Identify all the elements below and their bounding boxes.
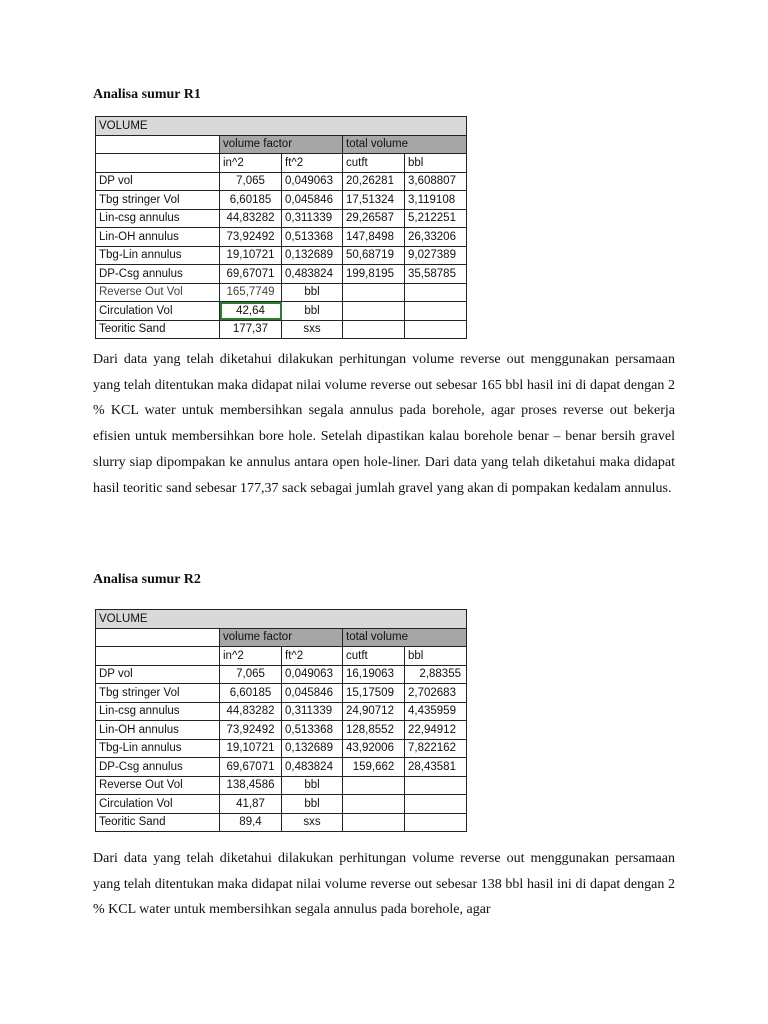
cell-cutft: 17,51324 [343,191,405,210]
blank-cell [405,283,467,302]
blank-cell [405,320,467,339]
row-label: Lin-csg annulus [96,702,220,721]
table-row [96,721,467,740]
group-header-row [96,135,467,154]
cell-in2: 7,065 [220,665,282,684]
section-heading-r2: Analisa sumur R2 [93,572,201,587]
cell-in2: 6,60185 [220,191,282,210]
cell-in2: 19,10721 [220,246,282,265]
cell-bbl: 2,702683 [405,684,467,703]
table-row [96,665,467,684]
cell-ft2: 0,049063 [282,665,343,684]
section-heading-r1: Analisa sumur R1 [93,87,201,102]
cell-cutft: 128,8552 [343,721,405,740]
table-title-row [96,610,467,629]
cell-cutft: 199,8195 [343,265,405,284]
table-title: VOLUME [96,117,467,136]
table-row [96,209,467,228]
summary-label: Teoritic Sand [96,320,220,339]
cell-ft2: 0,132689 [282,246,343,265]
cell-cutft: 50,68719 [343,246,405,265]
summary-row [96,813,467,832]
table-title: VOLUME [96,610,467,629]
row-label: Tbg stringer Vol [96,684,220,703]
cell-bbl: 7,822162 [405,739,467,758]
summary-unit: sxs [282,320,343,339]
summary-label: Teoritic Sand [96,813,220,832]
cell-ft2: 0,045846 [282,191,343,210]
blank-cell [343,813,405,832]
summary-row [96,283,467,302]
cell-bbl: 3,608807 [405,172,467,191]
unit-cell: ft^2 [282,154,343,173]
cell-cutft: 29,26587 [343,209,405,228]
cell-in2: 69,67071 [220,265,282,284]
unit-row [96,154,467,173]
cell-ft2: 0,132689 [282,739,343,758]
group-header-volume-factor: volume factor [220,135,343,154]
row-label: Lin-OH annulus [96,228,220,247]
blank-cell [405,302,467,321]
row-label: DP vol [96,665,220,684]
cell-bbl: 5,212251 [405,209,467,228]
row-label: DP-Csg annulus [96,758,220,777]
summary-row [96,776,467,795]
summary-unit: bbl [282,795,343,814]
cell-bbl: 28,43581 [405,758,467,777]
summary-label: Circulation Vol [96,302,220,321]
summary-value: 41,87 [220,795,282,814]
cell-bbl: 2,88355 [405,665,467,684]
row-label: DP-Csg annulus [96,265,220,284]
blank-cell [343,776,405,795]
group-header-row [96,628,467,647]
unit-cell: cutft [343,154,405,173]
selected-cell[interactable]: 42,64 [220,302,282,321]
blank-cell [343,302,405,321]
cell-in2: 7,065 [220,172,282,191]
table-row [96,246,467,265]
cell-ft2: 0,049063 [282,172,343,191]
volume-table-r2 [95,609,467,832]
summary-row [96,320,467,339]
blank-cell [405,776,467,795]
cell-cutft: 43,92006 [343,739,405,758]
summary-value: 138,4586 [220,776,282,795]
summary-value: 165,7749 [220,283,282,302]
blank-cell [405,813,467,832]
summary-row [96,302,467,321]
blank-cell [96,154,220,173]
row-label: Lin-csg annulus [96,209,220,228]
unit-row [96,647,467,666]
summary-label: Circulation Vol [96,795,220,814]
cell-bbl: 9,027389 [405,246,467,265]
table-title-row [96,117,467,136]
analysis-paragraph-r2: Dari data yang telah diketahui dilakukan perhitungan volume reverse out menggunakan persamaan yang telah ditentukan maka didapat nilai volume reverse out sebesar 138 bbl hasil ini di dapat dengan 2 % KCL water untuk membersihkan segala annulus pada borehole, agar [93,851,675,918]
summary-unit: bbl [282,776,343,795]
cell-bbl: 4,435959 [405,702,467,721]
table-row [96,172,467,191]
summary-value: 177,37 [220,320,282,339]
cell-in2: 44,83282 [220,209,282,228]
cell-ft2: 0,513368 [282,228,343,247]
table-row [96,739,467,758]
cell-in2: 73,92492 [220,721,282,740]
group-header-total-volume: total volume [343,628,467,647]
cell-cutft: 24,90712 [343,702,405,721]
cell-cutft: 20,26281 [343,172,405,191]
cell-cutft: 16,19063 [343,665,405,684]
table-row [96,684,467,703]
unit-cell: in^2 [220,154,282,173]
cell-ft2: 0,045846 [282,684,343,703]
group-header-volume-factor: volume factor [220,628,343,647]
summary-label: Reverse Out Vol [96,283,220,302]
unit-cell: bbl [405,647,467,666]
blank-cell [96,135,220,154]
table-row [96,702,467,721]
table-row [96,191,467,210]
cell-bbl: 22,94912 [405,721,467,740]
row-label: Tbg stringer Vol [96,191,220,210]
table-row [96,228,467,247]
unit-cell: ft^2 [282,647,343,666]
table-row [96,265,467,284]
summary-unit: bbl [282,302,343,321]
cell-in2: 69,67071 [220,758,282,777]
cell-in2: 6,60185 [220,684,282,703]
cell-cutft: 159,662 [343,758,405,777]
cell-ft2: 0,311339 [282,702,343,721]
cell-ft2: 0,311339 [282,209,343,228]
blank-cell [343,283,405,302]
summary-unit: bbl [282,283,343,302]
row-label: Tbg-Lin annulus [96,246,220,265]
cell-in2: 44,83282 [220,702,282,721]
cell-bbl: 3,119108 [405,191,467,210]
cell-in2: 73,92492 [220,228,282,247]
cell-cutft: 15,17509 [343,684,405,703]
blank-cell [343,320,405,339]
summary-unit: sxs [282,813,343,832]
unit-cell: in^2 [220,647,282,666]
summary-label: Reverse Out Vol [96,776,220,795]
group-header-total-volume: total volume [343,135,467,154]
unit-cell: cutft [343,647,405,666]
row-label: Lin-OH annulus [96,721,220,740]
cell-bbl: 35,58785 [405,265,467,284]
blank-cell [343,795,405,814]
analysis-paragraph-r1: Dari data yang telah diketahui dilakukan perhitungan volume reverse out menggunakan persamaan yang telah ditentukan maka didapat nilai volume reverse out sebesar 165 bbl hasil ini di dapat dengan 2 % KCL water untuk membersihkan segala annulus pada borehole, agar proses reverse out bekerja efisien untuk membersihkan bore hole. Setelah dipastikan kalau borehole benar – benar bersih gravel slurry siap dipompakan ke annulus antara open hole-liner. Dari data yang telah diketahui maka didapat hasil teoritic sand sebesar 177,37 sack sebagai jumlah gravel yang akan di pompakan kedalam annulus. [93,352,675,496]
summary-row [96,795,467,814]
blank-cell [96,628,220,647]
cell-in2: 19,10721 [220,739,282,758]
blank-cell [405,795,467,814]
blank-cell [96,647,220,666]
cell-ft2: 0,513368 [282,721,343,740]
cell-cutft: 147,8498 [343,228,405,247]
volume-table-r1 [95,116,467,339]
unit-cell: bbl [405,154,467,173]
cell-ft2: 0,483824 [282,265,343,284]
row-label: Tbg-Lin annulus [96,739,220,758]
cell-bbl: 26,33206 [405,228,467,247]
table-row [96,758,467,777]
cell-ft2: 0,483824 [282,758,343,777]
row-label: DP vol [96,172,220,191]
summary-value: 89,4 [220,813,282,832]
